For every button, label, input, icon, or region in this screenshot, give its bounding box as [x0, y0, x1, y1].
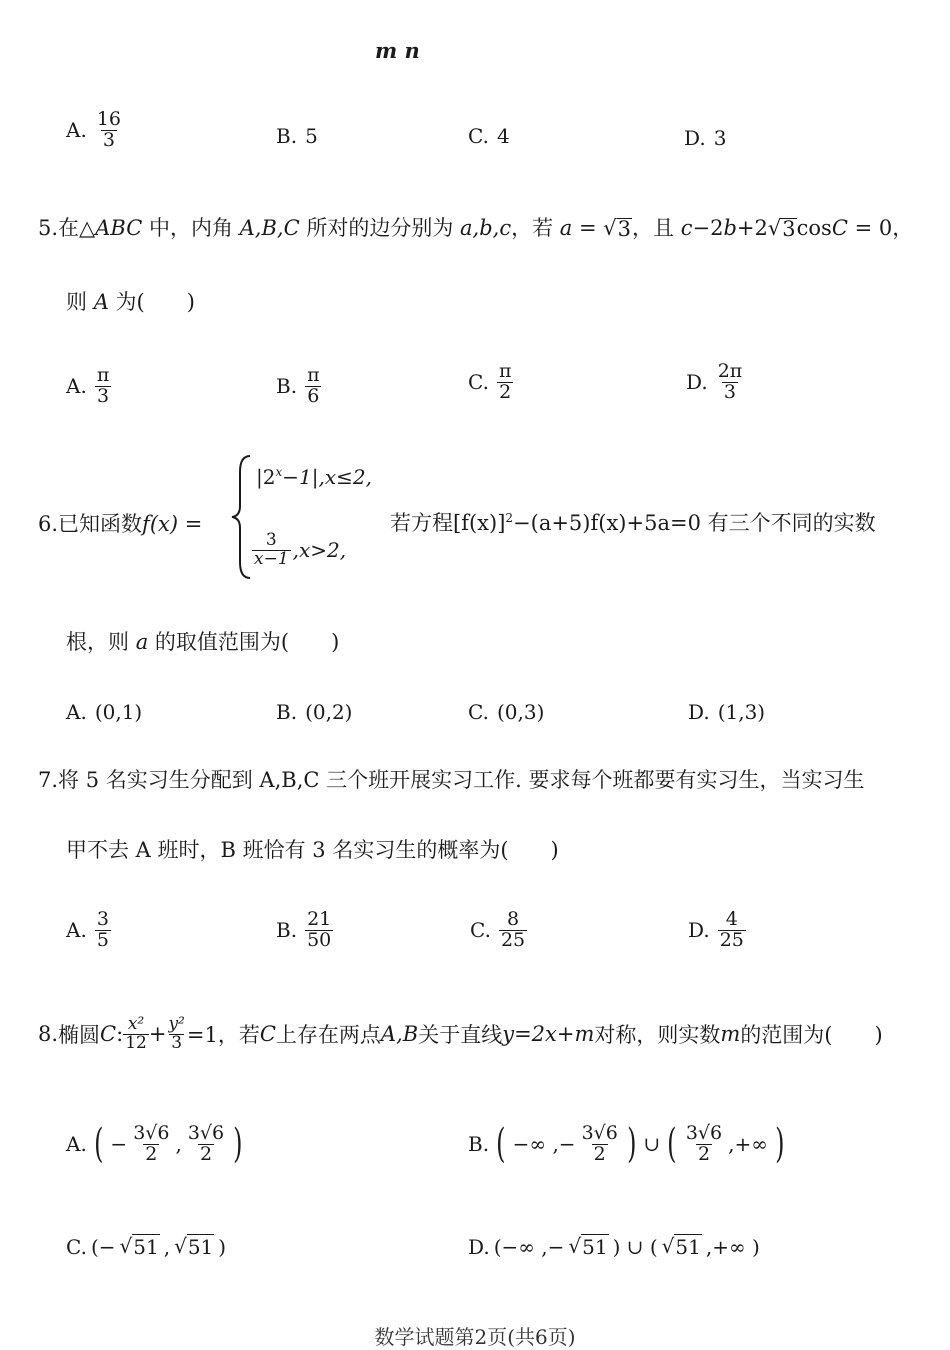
q5-option-a: A. $\frac{\pi}{3}$	[66, 364, 110, 407]
q4-option-c: C. 4	[468, 124, 510, 148]
q8-option-c: C. (− √ 51 , √ 51 )	[66, 1234, 227, 1259]
q7-option-d: D. $\frac{4}{25}$	[688, 908, 744, 951]
q6-option-b: B. (0,2)	[276, 700, 353, 724]
q6-case-1: $|2^x-1|,x\le 2$,	[256, 465, 372, 489]
q6-option-c: C. (0,3)	[468, 700, 545, 724]
q6-option-a: A. (0,1)	[66, 700, 143, 724]
q8-option-b: B. ( −∞ ,− $\frac{3√6}{2}$ ) ∪ ( $\frac{3√6}{2}$ ,+∞ )	[468, 1121, 785, 1168]
q8-line-1: 8. 椭圆 C : $\frac{\text{x²}}{12}$ + $\frac{\text{y²}}{3}$ =1，若 C 上存在两点 A,B 关于直线 y=2x+m 对称，则实数 m 的范围为( )	[38, 1014, 883, 1053]
q8-option-a: A. ( − $\frac{3√6}{2}$ , $\frac{3√6}{2}$ )	[66, 1121, 243, 1168]
q6-function-def: 6.已知函数f(x) =	[38, 512, 203, 536]
q7-option-c: C. $\frac{8}{25}$	[470, 908, 526, 951]
q4-option-a: A. $\frac{16}{3}$	[66, 108, 121, 151]
q6-case-2: $\frac{3}{x-1}$ ,x>2,	[254, 530, 347, 569]
q5-line-1: 5.在△ABC 中，内角 A,B,C 所对的边分别为 a,b,c，若 a = √ 3 ，且 c−2b+2√ 3 cosC = 0，	[38, 216, 914, 241]
q7-line-1: 7.将 5 名实习生分配到 A,B,C 三个班开展实习工作. 要求每个班都要有实习生，当实习生	[38, 768, 865, 792]
q5-line-2: 则 A 为( )	[66, 290, 195, 314]
q5-option-c: C. $\frac{\pi}{2}$	[468, 360, 512, 403]
header-fragment: m n	[375, 38, 420, 63]
q6-condition: 若方程$[f(x)]^2-(a+5)f(x)+5a=0$ 有三个不同的实数	[390, 511, 876, 535]
page-footer: 数学试题第2页(共6页)	[374, 1325, 576, 1349]
q6-line-2: 根，则 a 的取值范围为( )	[66, 630, 340, 654]
q7-line-2: 甲不去 A 班时，B 班恰有 3 名实习生的概率为( )	[66, 838, 559, 862]
q5-option-d: D. $\frac{2\pi}{3}$	[686, 360, 743, 403]
q8-option-d: D. (−∞ ,− √ 51 ) ∪ ( √ 51 ,+∞ )	[468, 1234, 760, 1259]
q7-option-b: B. $\frac{21}{50}$	[276, 908, 332, 951]
q4-option-b: B. 5	[276, 124, 318, 148]
q7-option-a: A. $\frac{3}{5}$	[66, 908, 109, 951]
q5-option-b: B. $\frac{\pi}{6}$	[276, 364, 320, 407]
q4-option-d: D. 3	[684, 126, 727, 150]
q6-option-d: D. (1,3)	[688, 700, 766, 724]
